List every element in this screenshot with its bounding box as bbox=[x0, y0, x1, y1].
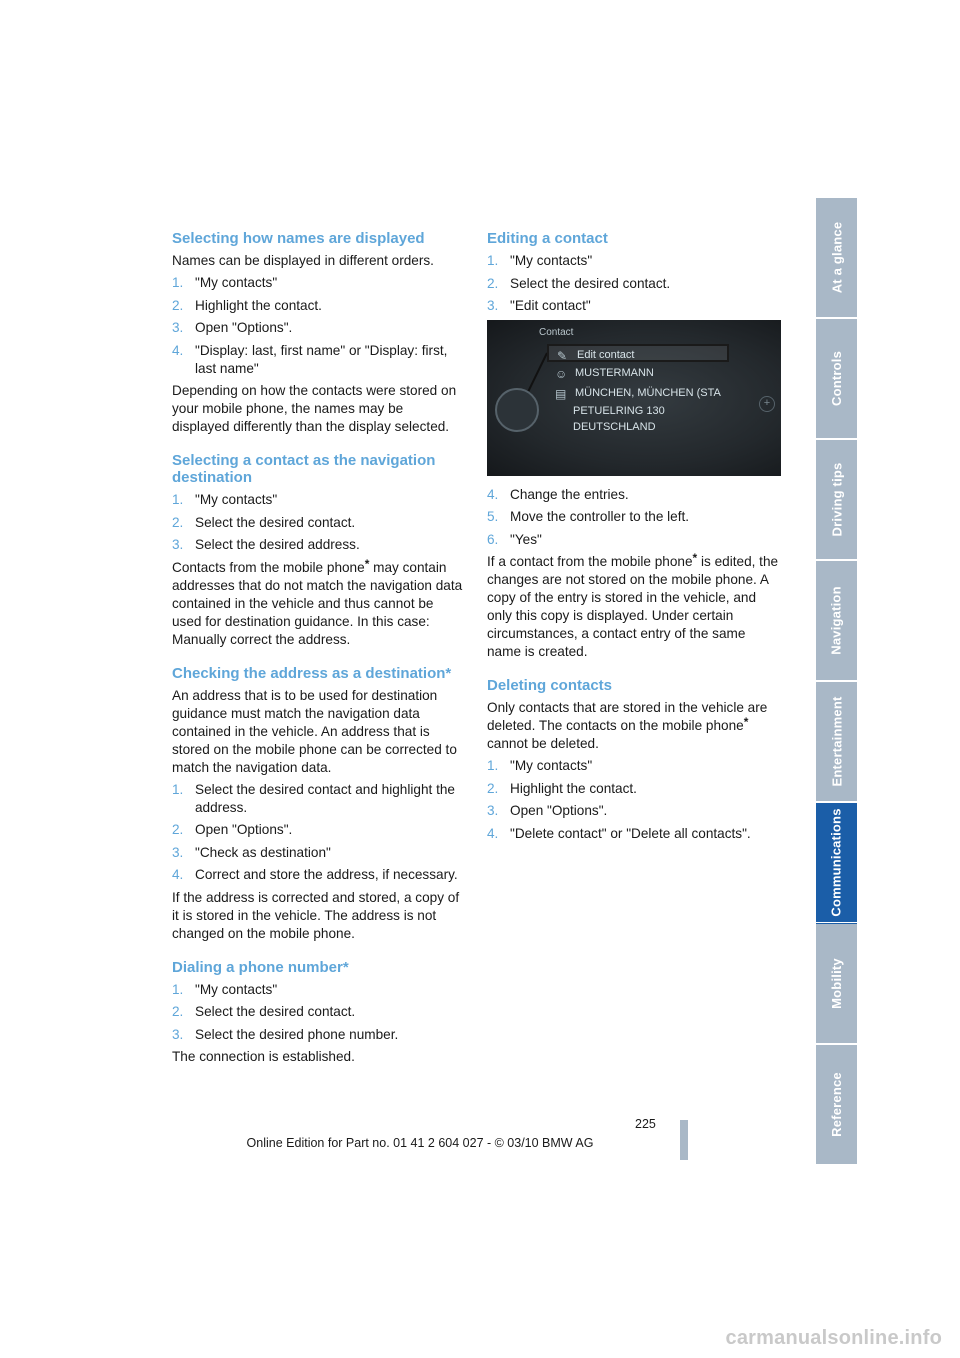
section-heading: Dialing a phone number* bbox=[172, 958, 349, 976]
list-item: 1. "My contacts" bbox=[172, 275, 278, 290]
watermark: carmanualsonline.info bbox=[725, 1327, 942, 1349]
section-heading: Selecting a contact as the navigation destination bbox=[172, 452, 436, 486]
controller-knob bbox=[495, 388, 539, 432]
step-list bbox=[172, 491, 464, 554]
list-item: 4. "Delete contact" or "Delete all contacts". bbox=[487, 825, 751, 841]
page-number: 225 bbox=[635, 1117, 656, 1131]
list-item: 2. Select the desired contact. bbox=[172, 1004, 356, 1019]
section-dialing bbox=[172, 959, 464, 1067]
list-item: 2. Open "Options". bbox=[172, 822, 293, 837]
step-list bbox=[172, 781, 464, 885]
paragraph: Depending on how the contacts were stored on your mobile phone, the names may be displayed differently than the display selected. bbox=[172, 383, 457, 434]
section-edit-contact bbox=[487, 230, 781, 661]
section-heading: Deleting contacts bbox=[487, 677, 613, 694]
list-item: 1. "My contacts" bbox=[487, 253, 593, 268]
display-screenshot bbox=[487, 320, 781, 476]
chapter-tabs bbox=[816, 198, 857, 1166]
section-check-address bbox=[172, 665, 464, 943]
display-title: Contact bbox=[539, 326, 574, 338]
list-item: 2. Highlight the contact. bbox=[172, 297, 322, 313]
list-item: 5. Move the controller to the left. bbox=[487, 509, 690, 524]
optional-equipment-star: * bbox=[364, 556, 370, 571]
paragraph: If a contact from the mobile phone* is edited, the changes are not stored on the mobile phone. A copy of the entry is stored in the vehicle, and only this copy is displayed. Under certain circumstances, a contact entry of the same name is created. bbox=[487, 551, 779, 659]
tab-navigation[interactable]: Navigation bbox=[816, 561, 857, 680]
address-book-icon: ▤ bbox=[555, 386, 567, 401]
tab-at-a-glance[interactable]: At a glance bbox=[816, 198, 857, 317]
display-row-name: ☺ MUSTERMANN bbox=[555, 366, 654, 381]
list-item: 1. "My contacts" bbox=[487, 758, 593, 773]
tab-reference[interactable]: Reference bbox=[816, 1045, 857, 1164]
left-column bbox=[172, 230, 464, 1082]
list-item: 2. Highlight the contact. bbox=[487, 780, 637, 796]
list-item: 3. "Edit contact" bbox=[487, 298, 591, 313]
list-item: 3. Open "Options". bbox=[487, 803, 608, 818]
tab-mobility[interactable]: Mobility bbox=[816, 924, 857, 1043]
list-item: 1. "My contacts" bbox=[172, 492, 278, 507]
section-heading: Editing a contact bbox=[487, 230, 608, 247]
list-item: 6. "Yes" bbox=[487, 531, 542, 547]
step-list bbox=[487, 252, 781, 315]
list-item: 2. Select the desired contact. bbox=[172, 514, 356, 530]
paragraph: Only contacts that are stored in the vehicle are deleted. The contacts on the mobile phone* cannot be deleted. bbox=[487, 700, 768, 751]
section-heading: Checking the address as a destination* bbox=[172, 664, 452, 682]
list-item: 4. Correct and store the address, if necessary. bbox=[172, 867, 458, 882]
display-row-edit-contact: ✎ Edit contact bbox=[547, 344, 729, 362]
section-navigation-destination bbox=[172, 452, 464, 649]
display-address-line: DEUTSCHLAND bbox=[573, 420, 656, 433]
paragraph: Contacts from the mobile phone* may contain addresses that do not match the navigation data contained in the vehicle and thus cannot be used for destination guidance. In this case: Manually correct the address. bbox=[172, 556, 463, 647]
tab-controls[interactable]: Controls bbox=[816, 319, 857, 438]
list-item: 3. Select the desired address. bbox=[172, 537, 360, 552]
list-item: 1. "My contacts" bbox=[172, 981, 278, 997]
paragraph: An address that is to be used for destination guidance must match the navigation data contained in the vehicle. An address that is stored on the mobile phone can be corrected to match the navigation data. bbox=[172, 687, 457, 775]
tab-entertainment[interactable]: Entertainment bbox=[816, 682, 857, 801]
section-heading: Selecting how names are displayed bbox=[172, 230, 425, 247]
section-names-display bbox=[172, 230, 464, 436]
tab-communications[interactable]: Communications bbox=[816, 803, 857, 922]
paragraph: The connection is established. bbox=[172, 1049, 355, 1064]
step-list bbox=[487, 486, 781, 549]
plus-icon: + bbox=[759, 396, 775, 412]
step-list bbox=[487, 757, 781, 843]
footer-text: Online Edition for Part no. 01 41 2 604 027 - © 03/10 BMW AG bbox=[246, 1136, 594, 1150]
step-list bbox=[172, 981, 464, 1044]
list-item: 2. Select the desired contact. bbox=[487, 275, 671, 291]
list-item: 3. Select the desired phone number. bbox=[172, 1026, 399, 1042]
right-column bbox=[487, 230, 781, 859]
display-row-address: ▤ MÜNCHEN, MÜNCHEN (STA bbox=[555, 386, 721, 401]
section-delete-contacts bbox=[487, 677, 781, 843]
pencil-icon: ✎ bbox=[557, 348, 568, 363]
tab-driving-tips[interactable]: Driving tips bbox=[816, 440, 857, 559]
display-address-line: PETUELRING 130 bbox=[573, 404, 665, 417]
list-item: 3. Open "Options". bbox=[172, 320, 293, 335]
paragraph: Names can be displayed in different orders. bbox=[172, 253, 434, 268]
list-item: 3. "Check as destination" bbox=[172, 844, 331, 860]
step-list bbox=[172, 274, 464, 378]
person-icon: ☺ bbox=[555, 366, 568, 381]
optional-equipment-star: * bbox=[692, 551, 698, 565]
list-item: 4. "Display: last, first name" or "Display: first, last name" bbox=[172, 342, 448, 376]
list-item: 1. Select the desired contact and highlight the address. bbox=[172, 781, 455, 815]
list-item: 4. Change the entries. bbox=[487, 486, 629, 502]
paragraph: If the address is corrected and stored, a copy of it is stored in the vehicle. The address is not changed on the mobile phone. bbox=[172, 889, 460, 941]
footer bbox=[0, 1136, 960, 1150]
optional-equipment-star: * bbox=[743, 715, 749, 729]
